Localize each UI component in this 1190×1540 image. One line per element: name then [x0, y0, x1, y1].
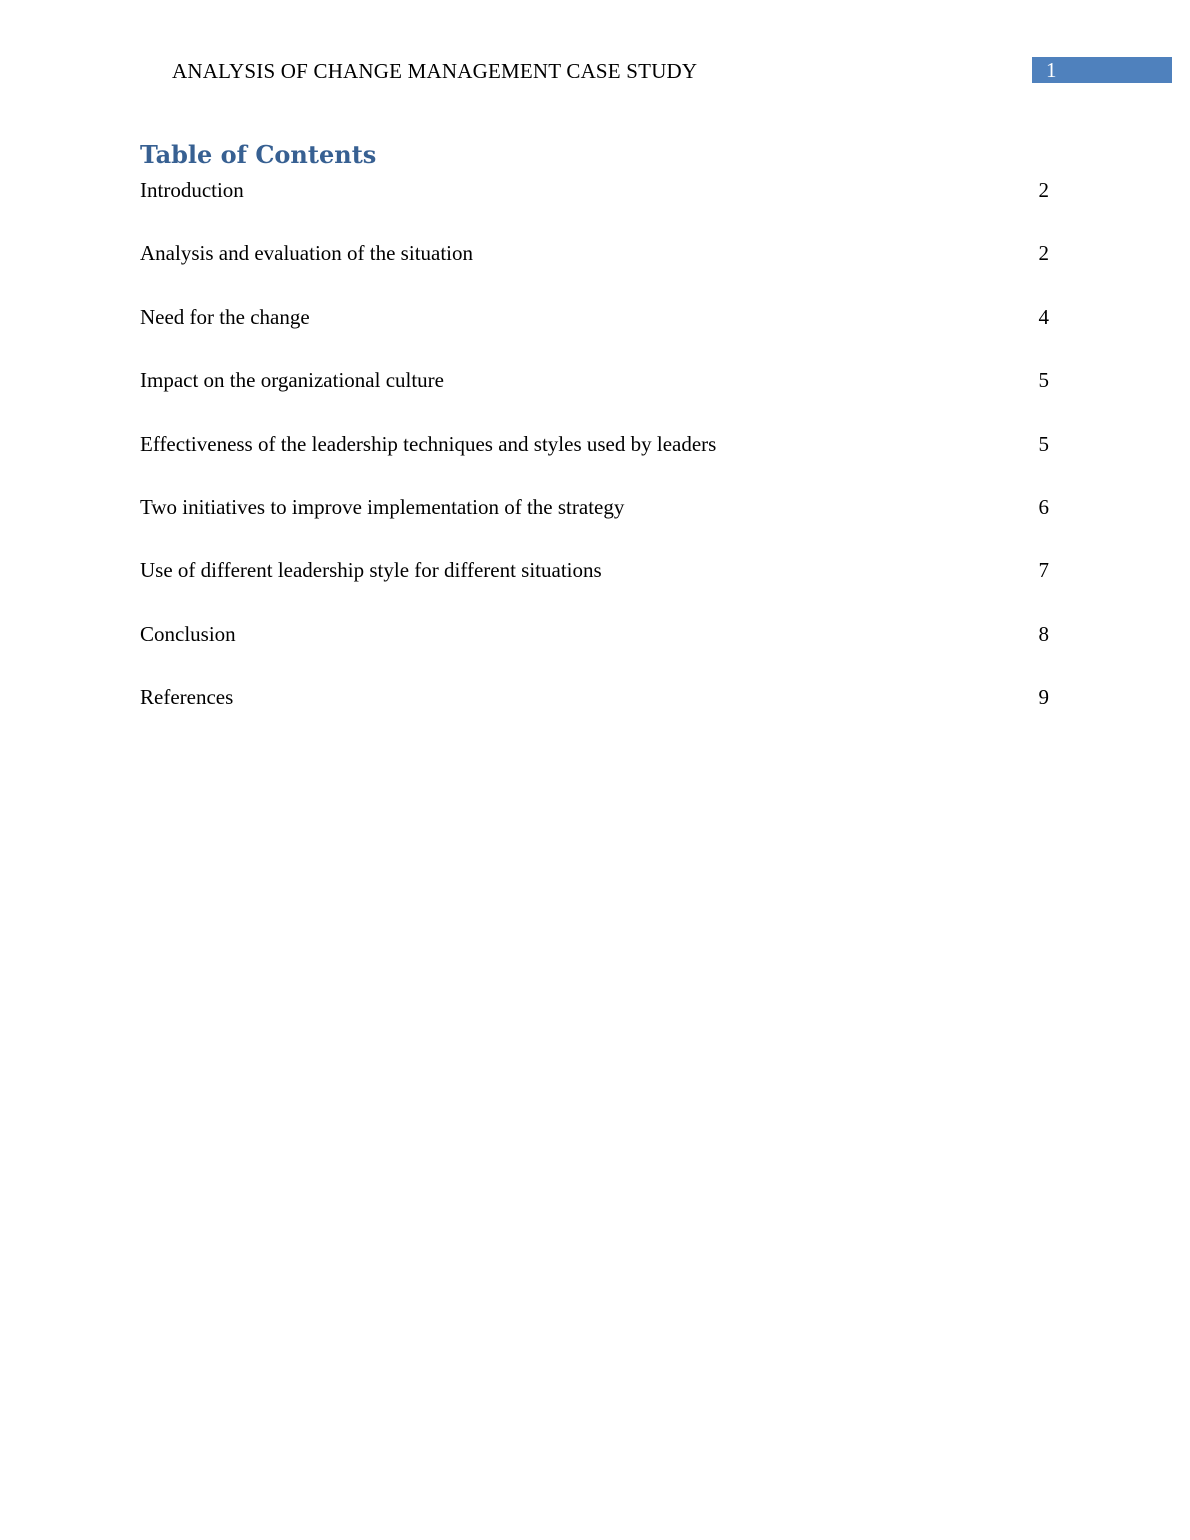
- toc-entry-title: References: [140, 685, 234, 710]
- toc-entry-page: 6: [1038, 494, 1049, 519]
- toc-entry-title: Need for the change: [140, 304, 310, 329]
- toc-entry-page: 7: [1038, 558, 1049, 583]
- page-number: 1: [1046, 58, 1057, 82]
- toc-entry-references[interactable]: [140, 683, 1049, 746]
- toc-entry-conclusion[interactable]: [140, 620, 1049, 683]
- toc-entry-two-initiatives[interactable]: [140, 493, 1049, 556]
- toc-entry-page: 2: [1038, 178, 1049, 202]
- toc-entry-title: Analysis and evaluation of the situation: [140, 241, 474, 266]
- running-header-title: ANALYSIS OF CHANGE MANAGEMENT CASE STUDY: [172, 59, 698, 83]
- toc-entry-page: 5: [1038, 431, 1049, 456]
- toc-entry-analysis[interactable]: [140, 239, 1049, 302]
- toc-entry-impact-culture[interactable]: [140, 366, 1049, 429]
- toc-entry-title: Use of different leadership style for different situations: [140, 558, 602, 583]
- table-of-contents: [140, 176, 1049, 747]
- toc-entry-title: Effectiveness of the leadership techniques and styles used by leaders: [140, 431, 717, 456]
- toc-entry-page: 2: [1038, 241, 1049, 266]
- toc-entry-page: 9: [1038, 685, 1049, 710]
- toc-entry-title: Introduction: [140, 178, 244, 202]
- toc-entry-introduction[interactable]: [140, 176, 1049, 239]
- toc-entry-need-for-change[interactable]: [140, 303, 1049, 366]
- toc-entry-page: 4: [1038, 304, 1049, 329]
- page-number-badge: [1032, 57, 1172, 83]
- toc-entry-page: 8: [1038, 621, 1049, 646]
- toc-entry-page: 5: [1038, 368, 1049, 393]
- toc-heading: Table of Contents: [140, 140, 377, 169]
- toc-entry-title: Conclusion: [140, 621, 236, 646]
- toc-entry-title: Impact on the organizational culture: [140, 368, 444, 393]
- toc-entry-title: Two initiatives to improve implementation of the strategy: [140, 494, 625, 519]
- toc-entry-leadership-effectiveness[interactable]: [140, 430, 1049, 493]
- toc-entry-different-styles[interactable]: [140, 556, 1049, 619]
